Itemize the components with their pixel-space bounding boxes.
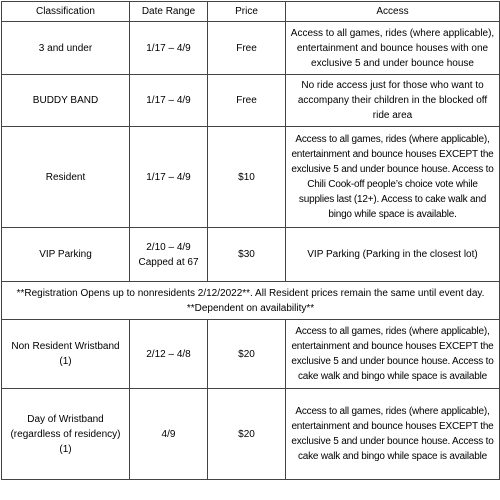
price-cell: Free	[208, 75, 286, 127]
access-cell: VIP Parking (Parking in the closest lot)	[286, 228, 500, 282]
header-price: Price	[208, 2, 286, 22]
access-cell: Access to all games, rides (where applicable), entertainment and bounce houses EXCEPT the exclusive 5 and under bounce house. Access to Chili Cook-off people’s choice vote while supplies last (12+). Access to cake walk and bingo while space is available.	[286, 127, 500, 228]
pricing-table	[1, 1, 500, 480]
price-cell: $20	[208, 320, 286, 389]
classification-cell: Resident	[2, 127, 130, 228]
classification-cell: BUDDY BAND	[2, 75, 130, 127]
registration-note: **Registration Opens up to nonresidents 2/12/2022**. All Resident prices remain the same until event day. **Dependent on availability**	[2, 282, 500, 320]
price-cell: $30	[208, 228, 286, 282]
table-row	[2, 127, 500, 228]
table-row	[2, 389, 500, 480]
access-cell: Access to all games, rides (where applicable), entertainment and bounce houses with one exclusive 5 and under bounce house	[286, 22, 500, 75]
classification-cell: Day of Wristband (regardless of residency) (1)	[2, 389, 130, 480]
table-row	[2, 22, 500, 75]
price-cell: Free	[208, 22, 286, 75]
access-cell: No ride access just for those who want to accompany their children in the blocked off ride area	[286, 75, 500, 127]
table-row	[2, 320, 500, 389]
access-cell: Access to all games, rides (where applicable), entertainment and bounce houses EXCEPT the exclusive 5 and under bounce house. Access to cake walk and bingo while space is available	[286, 389, 500, 480]
price-cell: $10	[208, 127, 286, 228]
date-range-cell: 2/12 – 4/8	[130, 320, 208, 389]
price-cell: $20	[208, 389, 286, 480]
classification-cell: VIP Parking	[2, 228, 130, 282]
header-row	[2, 2, 500, 22]
date-range-cell: 4/9	[130, 389, 208, 480]
date-range-cell: 1/17 – 4/9	[130, 22, 208, 75]
note-row	[2, 282, 500, 320]
classification-cell: 3 and under	[2, 22, 130, 75]
header-classification: Classification	[2, 2, 130, 22]
table-row	[2, 75, 500, 127]
header-access: Access	[286, 2, 500, 22]
table-row	[2, 228, 500, 282]
classification-cell: Non Resident Wristband (1)	[2, 320, 130, 389]
date-range-cell: 2/10 – 4/9 Capped at 67	[130, 228, 208, 282]
date-range-cell: 1/17 – 4/9	[130, 127, 208, 228]
header-date-range: Date Range	[130, 2, 208, 22]
date-range-cell: 1/17 – 4/9	[130, 75, 208, 127]
access-cell: Access to all games, rides (where applicable), entertainment and bounce houses EXCEPT the exclusive 5 and under bounce house. Access to cake walk and bingo while space is available	[286, 320, 500, 389]
